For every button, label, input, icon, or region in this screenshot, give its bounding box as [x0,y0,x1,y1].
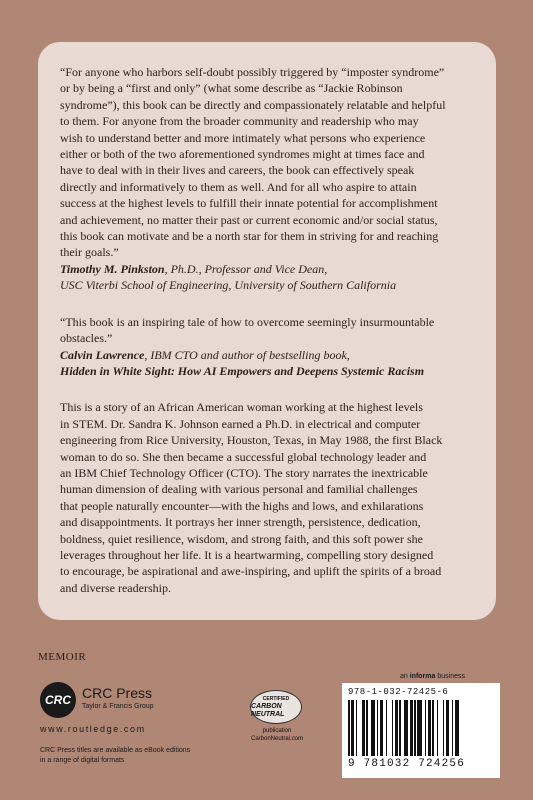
publisher-website: www.routledge.com [40,724,146,734]
quote-2-line: obstacles.” [60,331,113,346]
barcode-bar [395,700,398,756]
description-line: leverages throughout her life. It is a heartwarming, compelling story designed [60,547,434,562]
barcode-bar [362,700,365,756]
category-label: MEMOIR [38,651,87,663]
quote-2-author: Calvin Lawrence [60,347,145,362]
description-line: human dimension of dealing with various personal and familial challenges [60,482,418,497]
barcode-bar [452,700,454,756]
description-line: This is a story of an African American woman working at the highest levels [60,400,423,415]
quote-1-line: success at the highest levels to fulfill their innate potential for accomplishment [60,196,438,211]
barcode-bar [443,700,445,756]
barcode-bars [348,700,494,756]
barcode-bar [437,700,439,756]
quote-2-book-title-text: Hidden in White Sight: How AI Empowers and Deepens Systemic Racism [60,363,425,378]
carbon-line-2: CarbonNeutral.com [250,736,304,742]
quote-1-line: have to deal with in their lives and careers, the book can effectively speak [60,163,415,178]
quote-1-line: their goals.” [60,245,119,260]
quote-2-attribution [60,347,474,363]
barcode-bar [425,700,427,756]
description-line: that people naturally encounter—with the highs and lows, and exhilarations [60,498,424,513]
description-line: to encourage, be aspirational and awe-inspiring, and uplift the spirits of a broad [60,564,442,579]
isbn-barcode [342,683,500,778]
description-line: an IBM Chief Technology Officer (CTO). The story narrates the inextricable [60,465,428,480]
barcode-bar [356,700,358,756]
barcode-bar [371,700,376,756]
quote-2-author-title: , IBM CTO and author of bestselling book, [144,347,350,362]
carbon-neutral-badge-icon [250,690,302,724]
quote-1-line: “For anyone who harbors self-doubt possibly triggered by “imposter syndrome” [60,65,445,79]
description-line: woman to do so. She then became a successful global technology leader and [60,449,427,464]
carbon-publication-note [240,727,314,743]
text-panel [38,42,496,620]
barcode-bar [399,700,401,756]
quote-1-line: wish to understand better and more intimately what persons who experience [60,130,426,145]
quote-1-line: this book can motivate and be a north star for them in striving for and reaching [60,229,439,244]
quote-2-line: “This book is an inspiring tale of how to overcome seemingly insurmountable [60,314,435,329]
quote-1-attribution [60,261,474,277]
informa-prefix: an [400,673,410,680]
quote-2-book-title [60,363,474,379]
barcode-bar [351,700,354,756]
quote-1-line: either or both of the two aforementioned syndromes might at times face and [60,147,425,162]
barcode-bar [446,700,449,756]
carbon-line-1: publication [262,728,292,734]
barcode-bar [348,700,350,756]
barcode-bar [404,700,409,756]
barcode-bar [455,700,460,756]
quote-1-affiliation: USC Viterbi School of Engineering, University of Southern California [60,278,397,293]
barcode-bar [377,700,379,756]
publisher-name: CRC Press [82,685,153,701]
ebook-note [40,746,200,766]
quote-1-line: to them. For anyone from the broader community and readership who may [60,114,419,129]
barcode-bar [432,700,434,756]
barcode-bar [417,700,422,756]
description-line: and diverse readership. [60,580,171,595]
quote-1-line: and achievement, no matter their past or current economic and/or social status, [60,212,438,227]
barcode-bar [428,700,431,756]
barcode-bar [392,700,394,756]
barcode-bar [414,700,416,756]
carbon-badge-top: CERTIFIED [262,696,290,702]
quote-1-author: Timothy M. Pinkston [60,261,165,276]
description-line: in STEM. Dr. Sandra K. Johnson earned a Ph.D. in electrical and computer [60,416,421,431]
informa-brand: informa [409,673,436,680]
isbn-text: 978-1-032-72425-6 [348,687,449,697]
informa-suffix: business [435,673,465,680]
description-line: and disappointments. It portrays her inner strength, persistence, dedication, [60,515,421,530]
barcode-bar [366,700,368,756]
quote-1-author-title: , Ph.D., Professor and Vice Dean, [164,261,328,276]
description-line: engineering from Rice University, Houston, Texas, in May 1988, the first Black [60,433,443,448]
barcode-bar [386,700,388,756]
description-line: boldness, quiet resilience, wisdom, and strong faith, and this soft power she [60,531,423,546]
quote-1-line: directly and informatively to them as well. And for all who aspire to attain [60,179,417,194]
carbon-badge-main: CARBON NEUTRAL [251,703,285,718]
barcode-bar [410,700,413,756]
informa-business-label [400,673,465,680]
barcode-bar [380,700,383,756]
ebook-note-line-2: in a range of digital formats [40,757,125,764]
ebook-note-line-1: CRC Press titles are available as eBook editions [40,747,191,754]
quote-1-line: syndrome”), this book can be directly and compassionately relatable and helpful [60,97,446,112]
publisher-group: Taylor & Francis Group [82,703,154,710]
crc-logo-icon: CRC [40,682,76,718]
quote-1-line: or by being a “first and only” (what some describe as “Jackie Robinson [60,81,403,96]
ean-digits: 9 781032 724256 [348,758,466,770]
